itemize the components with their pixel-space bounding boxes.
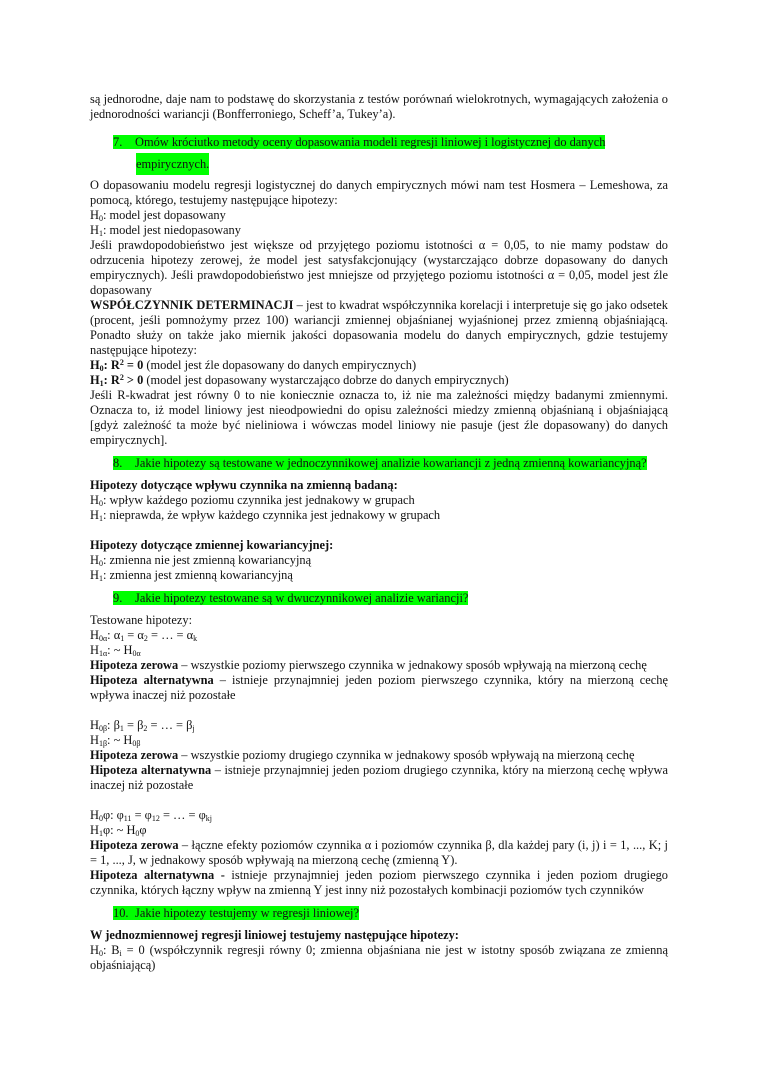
q9-hb0: $H_{0\beta}$: $\beta_1 = \beta_2$ = … = $\beta_j$ [90,718,195,733]
question-title: Jakie hipotezy są testowane w jednoczynnikowej analizie kowariancji z jedną zmienną kowariancyjną? [135,456,647,470]
q9-ha0: $H_{0\alpha}$: $\alpha_1 = \alpha_2$ = … = $\alpha_k$ [90,628,198,643]
q8-a0: $H_0$: wpływ każdego poziomu czynnika jest jednakowy w grupach [90,493,415,508]
q7-h0: $H_0$: model jest dopasowany [90,208,226,223]
question-7-heading [113,131,668,175]
question-10-heading [113,906,668,921]
q9-alt-3: Hipoteza alternatywna - istnieje przynajmniej jeden poziom pierwszego czynnika i jeden poziom drugiego czynnika, których łączny wpływ na zmienną Y jest inny niż pozostałych kombinacji poziomów tych czynników [90,868,669,897]
question-number: 9. [113,591,123,605]
q7-determination: WSPÓŁCZYNNIK DETERMINACJI – jest to kwadrat współczynnika korelacji i interpretuje się go jako odsetek (procent, jeśli pomnożymy przez 100) wariancji zmiennej objaśnianej wyjaśnionej przez zmienną objaśniającą. Ponadto służy on także jako miernik jakości dopasowania modelu do danych empirycznych, gdzie testujemy następujące hipotezy: [90,298,668,357]
q9-null-1: Hipoteza zerowa – wszystkie poziomy pierwszego czynnika w jednakowy sposób wpływają na mierzoną cechę [90,658,647,672]
q9-ha1: $H_{1\alpha}$: ~ $H_{0\alpha}$ [90,643,141,658]
q10-h0: $H_0$: $B_i = 0$ (współczynnik regresji równy 0; zmienna objaśniana nie jest w istotny sposób związana ze zmienną objaśniającą) [90,943,668,972]
question-number: 8. [113,456,123,470]
q9-hp0: $H_0\varphi$: $\varphi_{11} = \varphi_{12}$ = … = $\varphi_{kj}$ [90,808,212,823]
q9-null-3: Hipoteza zerowa – łączne efekty poziomów czynnika α i poziomów czynnika β, dla każdej pary (i, j) i = 1, ..., K; j = 1, ..., J, w jednakowy sposób wpływają na mierzoną cechę (zmienną Y). [90,838,668,867]
document-page [90,92,668,973]
intro-paragraph: są jednorodne, daje nam to podstawę do skorzystania z testów porównań wielokrotnych, wymagających założenia o jednorodności wariancji (Bonfferroniego, Scheff’a, Tukey’a). [90,92,668,121]
question-8-heading [113,456,668,471]
q7-r0: $H_0$: $R^2 = 0$ (model jest źle dopasowany do danych empirycznych) [90,358,417,373]
question-number: 7. [113,135,123,149]
q8-b0: $H_0$: zmienna nie jest zmienną kowariancyjną [90,553,312,568]
q9-alt-1: Hipoteza alternatywna – istnieje przynajmniej jeden poziom pierwszego czynnika, który na mierzoną cechę wpływa inaczej niż pozostałe [90,673,668,702]
question-title: Jakie hipotezy testowane są w dwuczynnikowej analizie wariancji? [135,591,469,605]
question-title-cont: empirycznych. [136,153,209,175]
q8-b1: $H_1$: zmienna jest zmienną kowariancyjną [90,568,293,583]
q8-subheading-2: Hipotezy dotyczące zmiennej kowariancyjnej: [90,538,334,552]
q7-r1: $H_1$: $R^2 > 0$ (model jest dopasowany wystarczająco dobrze do danych empirycznych) [90,373,509,388]
q9-hp1: $H_1\varphi$: ~ $H_0\varphi$ [90,823,147,838]
q9-intro: Testowane hipotezy: [90,613,193,627]
q7-h1: $H_1$: model jest niedopasowany [90,223,241,238]
q8-subheading-1: Hipotezy dotyczące wpływu czynnika na zmienną badaną: [90,478,398,492]
q7-paragraph-1: O dopasowaniu modelu regresji logistycznej do danych empirycznych mówi nam test Hosmera – Lemeshowa, za pomocą, którego, testujemy następujące hipotezy: [90,178,668,207]
q10-subheading: W jednozmiennowej regresji liniowej testujemy następujące hipotezy: [90,928,459,942]
q9-hb1: $H_{1\beta}$: ~ $H_{0\beta}$ [90,733,141,748]
q9-null-2: Hipoteza zerowa – wszystkie poziomy drugiego czynnika w jednakowy sposób wpływają na mierzoną cechę [90,748,635,762]
q9-alt-2: Hipoteza alternatywna – istnieje przynajmniej jeden poziom drugiego czynnika, który na mierzoną cechę wpływa inaczej niż pozostałe [90,763,668,792]
question-title: Jakie hipotezy testujemy w regresji liniowej? [135,906,359,920]
question-number: 10. [113,906,129,920]
question-9-heading [113,591,668,606]
q7-paragraph-3: Jeśli R-kwadrat jest równy 0 to nie koniecznie oznacza to, iż nie ma zależności między badanymi zmiennymi. Oznacza to, iż model liniowy jest nieodpowiedni do opisu zależności miedzy zmienną objaśnianą i objaśniającą [gdyż zależność ta może być nieliniowa i wówczas model liniowy nie pasuje (jest źle dopasowany) do danych empirycznych]. [90,388,668,447]
q8-a1: $H_1$: nieprawda, że wpływ każdego czynnika jest jednakowy w grupach [90,508,441,523]
q7-paragraph-2: Jeśli prawdopodobieństwo jest większe od przyjętego poziomu istotności α = 0,05, to nie mamy podstaw do odrzucenia hipotezy zerowej, że model jest satysfakcjonujący (wystarczająco dobrze dopasowany do danych empirycznych). Jeśli prawdopodobieństwo jest mniejsze od przyjętego poziomu istotności α = 0,05, model jest źle dopasowany [90,238,668,297]
question-title: Omów króciutko metody oceny dopasowania modeli regresji liniowej i logistycznej do danych [135,135,606,149]
